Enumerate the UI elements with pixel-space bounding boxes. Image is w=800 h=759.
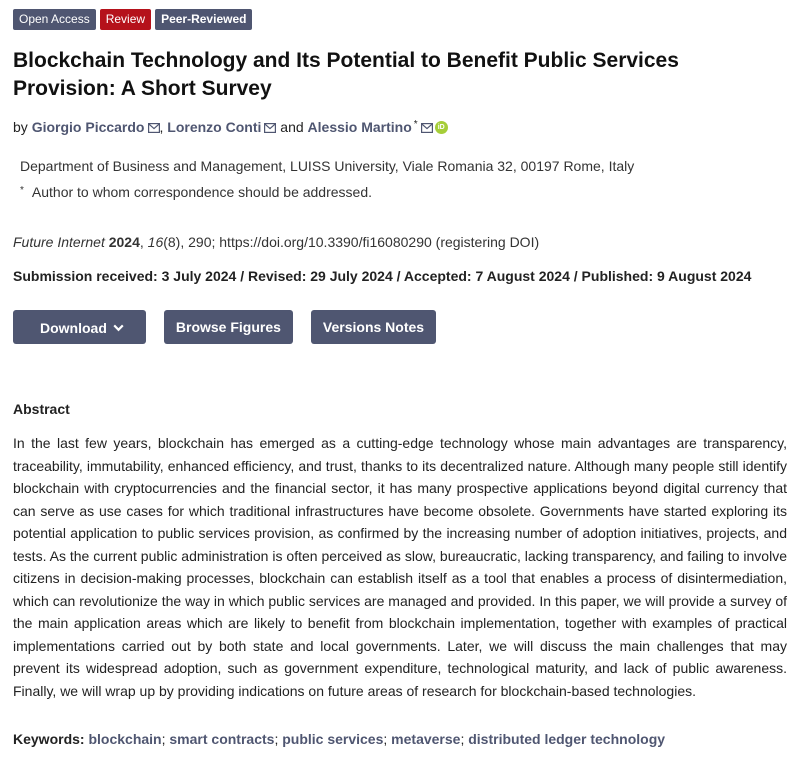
citation-details[interactable]: (8), 290; https://doi.org/10.3390/fi16080290 (registering DOI): [163, 234, 540, 250]
abstract-heading: Abstract: [13, 401, 70, 417]
versions-notes-button[interactable]: Versions Notes: [311, 310, 436, 344]
author-separator: and: [280, 119, 304, 135]
download-button[interactable]: [13, 310, 146, 344]
citation-separator: ,: [139, 234, 144, 250]
author-link-2[interactable]: Lorenzo Conti: [167, 119, 262, 135]
keyword-link[interactable]: blockchain: [88, 731, 162, 747]
citation-volume: 16: [147, 234, 164, 250]
journal-name[interactable]: Future Internet: [13, 234, 105, 250]
open-access-badge[interactable]: Open Access: [13, 9, 96, 30]
orcid-icon[interactable]: iD: [435, 121, 448, 134]
citation-year: 2024: [108, 234, 140, 250]
article-title: Blockchain Technology and Its Potential to Benefit Public Services Provision: A Short Survey: [13, 49, 679, 100]
browse-figures-button[interactable]: Browse Figures: [164, 310, 293, 344]
keyword-link[interactable]: public services: [282, 731, 384, 747]
correspondence-text: Author to whom correspondence should be addressed.: [31, 184, 373, 200]
correspondence-mark: *: [20, 185, 24, 196]
keyword-link[interactable]: smart contracts: [169, 731, 275, 747]
corresponding-mark: *: [413, 119, 418, 130]
keyword-separator: ;: [383, 731, 388, 747]
author-separator: ,: [159, 119, 164, 135]
mail-icon[interactable]: [421, 119, 433, 137]
author-prefix: by: [13, 119, 28, 135]
keyword-separator: ;: [274, 731, 279, 747]
publication-dates: Submission received: 3 July 2024 / Revised: 29 July 2024 / Accepted: 7 August 2024 / Published: 9 August 2024: [13, 268, 752, 284]
author-link-1[interactable]: Giorgio Piccardo: [31, 119, 145, 135]
mail-icon[interactable]: [264, 119, 276, 137]
review-badge: Review: [100, 9, 151, 30]
correspondence-note: [20, 184, 372, 200]
mail-icon[interactable]: [148, 119, 160, 137]
author-line: [13, 116, 448, 137]
abstract-text: In the last few years, blockchain has emerged as a cutting-edge technology whose main advantages are transparency, traceability, immutability, enhanced efficiency, and trust, thanks to its decentralized nature. Although many people still identify blockchain with cryptocurrencies and the financial sector, it has many prospective applications beyond digital currency that can serve as use cases for which traditional infrastructures have become obsolete. Governments have started exploring its potential application to public services provision, as confirmed by the increasing number of adoption initiatives, projects, and tests. As the current public administration is often perceived as slow, bureaucratic, lacking transparency, and failing to involve citizens in decision-making processes, blockchain can establish itself as a tool that enables a process of disintermediation, which can revolutionize the way in which public services are managed and provided. In this paper, we will provide a survey of the main application areas which are likely to benefit from blockchain implementation, together with examples of practical implementations carried out by both state and local governments. Later, we will discuss the main challenges that may prevent its widespread adoption, such as government expenditure, technological maturity, and lack of public awareness. Finally, we will wrap up by providing indications on future areas of research for blockchain-based technologies.: [13, 435, 787, 699]
chevron-down-icon: [113, 310, 124, 344]
citation-line: [13, 234, 539, 250]
affiliation: Department of Business and Management, LUISS University, Viale Romania 32, 00197 Rome, Italy: [20, 158, 635, 174]
keyword-separator: ;: [161, 731, 166, 747]
download-label: Download: [40, 320, 107, 336]
author-link-3[interactable]: Alessio Martino: [307, 119, 412, 135]
article-badges: [13, 9, 252, 30]
keyword-link[interactable]: metaverse: [391, 731, 461, 747]
keyword-separator: ;: [460, 731, 465, 747]
keywords-label: Keywords:: [13, 731, 85, 747]
peer-reviewed-badge[interactable]: Peer-Reviewed: [155, 9, 252, 30]
keyword-link[interactable]: distributed ledger technology: [468, 731, 666, 747]
action-buttons: [13, 310, 454, 344]
keywords: [13, 731, 665, 747]
